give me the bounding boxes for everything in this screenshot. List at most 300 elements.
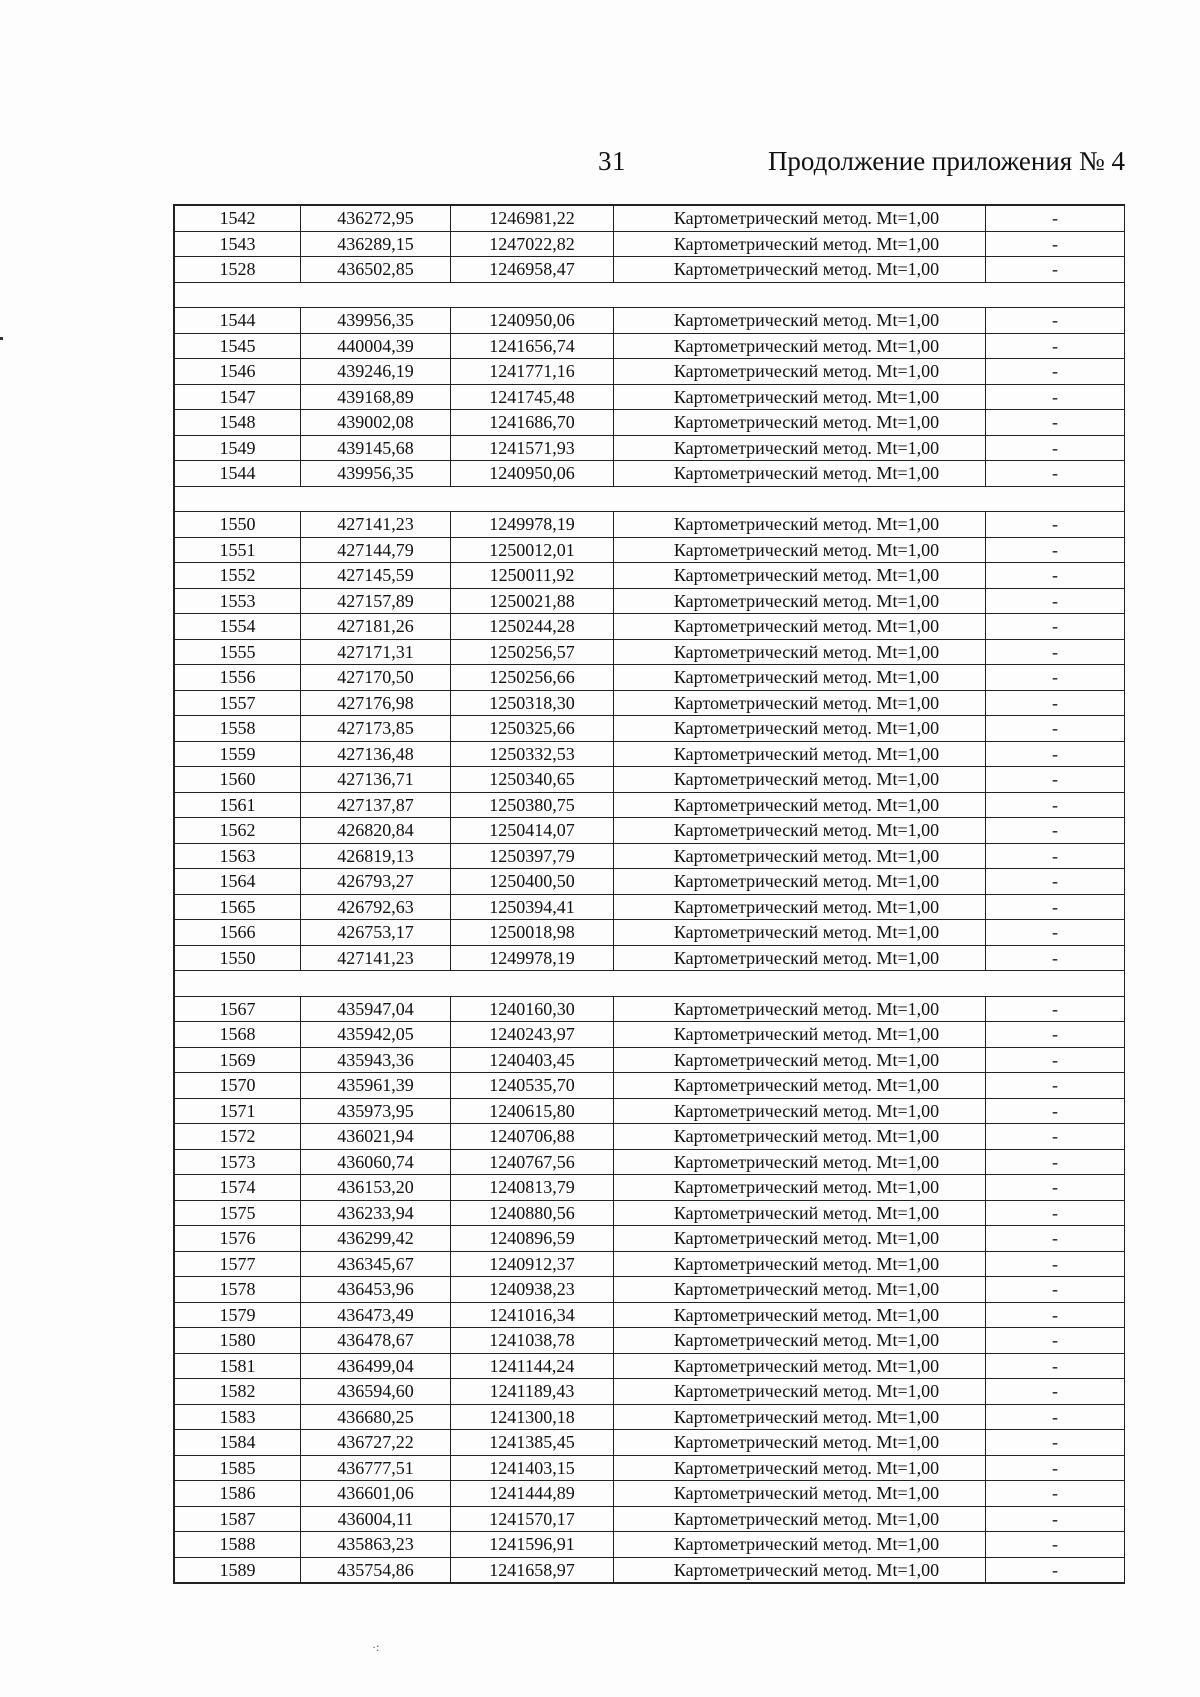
table-row bbox=[175, 1047, 1125, 1073]
x-coordinate-cell: 435754,86 bbox=[301, 1557, 451, 1583]
accuracy-cell: - bbox=[986, 1226, 1125, 1252]
method-cell: Картометрический метод. Mt=1,00 bbox=[614, 563, 986, 589]
point-number-cell: 1562 bbox=[175, 818, 301, 844]
y-coordinate-cell: 1241771,16 bbox=[451, 359, 614, 385]
y-coordinate-cell: 1241745,48 bbox=[451, 384, 614, 410]
x-coordinate-cell: 427157,89 bbox=[301, 588, 451, 614]
table-row bbox=[175, 206, 1125, 232]
point-number-cell: 1576 bbox=[175, 1226, 301, 1252]
accuracy-cell: - bbox=[986, 410, 1125, 436]
accuracy-cell: - bbox=[986, 1557, 1125, 1583]
accuracy-cell: - bbox=[986, 1404, 1125, 1430]
page-title: Продолжение приложения № 4 bbox=[767, 146, 1125, 176]
scan-artifact bbox=[0, 337, 3, 340]
point-number-cell: 1544 bbox=[175, 308, 301, 334]
table-row bbox=[175, 1149, 1125, 1175]
method-cell: Картометрический метод. Mt=1,00 bbox=[614, 869, 986, 895]
accuracy-cell: - bbox=[986, 843, 1125, 869]
y-coordinate-cell: 1240938,23 bbox=[451, 1277, 614, 1303]
accuracy-cell: - bbox=[986, 741, 1125, 767]
method-cell: Картометрический метод. Mt=1,00 bbox=[614, 1175, 986, 1201]
x-coordinate-cell: 436299,42 bbox=[301, 1226, 451, 1252]
group-separator-row bbox=[175, 282, 1125, 308]
point-number-cell: 1559 bbox=[175, 741, 301, 767]
table-row bbox=[175, 1481, 1125, 1507]
point-number-cell: 1585 bbox=[175, 1455, 301, 1481]
table-row bbox=[175, 869, 1125, 895]
separator-cell bbox=[175, 971, 1125, 997]
accuracy-cell: - bbox=[986, 1353, 1125, 1379]
table-row bbox=[175, 1455, 1125, 1481]
x-coordinate-cell: 435943,36 bbox=[301, 1047, 451, 1073]
table-row bbox=[175, 665, 1125, 691]
x-coordinate-cell: 436473,49 bbox=[301, 1302, 451, 1328]
point-number-cell: 1569 bbox=[175, 1047, 301, 1073]
method-cell: Картометрический метод. Mt=1,00 bbox=[614, 1073, 986, 1099]
point-number-cell: 1528 bbox=[175, 257, 301, 283]
point-number-cell: 1563 bbox=[175, 843, 301, 869]
point-number-cell: 1587 bbox=[175, 1506, 301, 1532]
point-number-cell: 1584 bbox=[175, 1430, 301, 1456]
method-cell: Картометрический метод. Mt=1,00 bbox=[614, 665, 986, 691]
y-coordinate-cell: 1250340,65 bbox=[451, 767, 614, 793]
point-number-cell: 1543 bbox=[175, 231, 301, 257]
point-number-cell: 1574 bbox=[175, 1175, 301, 1201]
y-coordinate-cell: 1250414,07 bbox=[451, 818, 614, 844]
y-coordinate-cell: 1250018,98 bbox=[451, 920, 614, 946]
method-cell: Картометрический метод. Mt=1,00 bbox=[614, 588, 986, 614]
accuracy-cell: - bbox=[986, 1175, 1125, 1201]
x-coordinate-cell: 436004,11 bbox=[301, 1506, 451, 1532]
accuracy-cell: - bbox=[986, 767, 1125, 793]
y-coordinate-cell: 1240615,80 bbox=[451, 1098, 614, 1124]
table-row bbox=[175, 1175, 1125, 1201]
x-coordinate-cell: 427181,26 bbox=[301, 614, 451, 640]
y-coordinate-cell: 1250394,41 bbox=[451, 894, 614, 920]
y-coordinate-cell: 1240160,30 bbox=[451, 996, 614, 1022]
accuracy-cell: - bbox=[986, 1047, 1125, 1073]
table-row bbox=[175, 1251, 1125, 1277]
accuracy-cell: - bbox=[986, 690, 1125, 716]
accuracy-cell: - bbox=[986, 461, 1125, 487]
method-cell: Картометрический метод. Mt=1,00 bbox=[614, 537, 986, 563]
method-cell: Картометрический метод. Mt=1,00 bbox=[614, 996, 986, 1022]
y-coordinate-cell: 1241656,74 bbox=[451, 333, 614, 359]
x-coordinate-cell: 426793,27 bbox=[301, 869, 451, 895]
x-coordinate-cell: 426820,84 bbox=[301, 818, 451, 844]
y-coordinate-cell: 1241571,93 bbox=[451, 435, 614, 461]
x-coordinate-cell: 427145,59 bbox=[301, 563, 451, 589]
x-coordinate-cell: 426792,63 bbox=[301, 894, 451, 920]
point-number-cell: 1570 bbox=[175, 1073, 301, 1099]
method-cell: Картометрический метод. Mt=1,00 bbox=[614, 945, 986, 971]
accuracy-cell: - bbox=[986, 1124, 1125, 1150]
point-number-cell: 1555 bbox=[175, 639, 301, 665]
method-cell: Картометрический метод. Mt=1,00 bbox=[614, 792, 986, 818]
method-cell: Картометрический метод. Mt=1,00 bbox=[614, 1328, 986, 1354]
x-coordinate-cell: 427176,98 bbox=[301, 690, 451, 716]
accuracy-cell: - bbox=[986, 588, 1125, 614]
method-cell: Картометрический метод. Mt=1,00 bbox=[614, 1481, 986, 1507]
accuracy-cell: - bbox=[986, 308, 1125, 334]
y-coordinate-cell: 1241016,34 bbox=[451, 1302, 614, 1328]
accuracy-cell: - bbox=[986, 1073, 1125, 1099]
group-separator-row bbox=[175, 486, 1125, 512]
y-coordinate-cell: 1240535,70 bbox=[451, 1073, 614, 1099]
method-cell: Картометрический метод. Mt=1,00 bbox=[614, 1047, 986, 1073]
point-number-cell: 1547 bbox=[175, 384, 301, 410]
method-cell: Картометрический метод. Mt=1,00 bbox=[614, 1302, 986, 1328]
accuracy-cell: - bbox=[986, 945, 1125, 971]
y-coordinate-cell: 1246981,22 bbox=[451, 206, 614, 232]
method-cell: Картометрический метод. Mt=1,00 bbox=[614, 639, 986, 665]
method-cell: Картометрический метод. Mt=1,00 bbox=[614, 1430, 986, 1456]
y-coordinate-cell: 1249978,19 bbox=[451, 512, 614, 538]
point-number-cell: 1575 bbox=[175, 1200, 301, 1226]
y-coordinate-cell: 1241300,18 bbox=[451, 1404, 614, 1430]
x-coordinate-cell: 436153,20 bbox=[301, 1175, 451, 1201]
x-coordinate-cell: 435947,04 bbox=[301, 996, 451, 1022]
y-coordinate-cell: 1240896,59 bbox=[451, 1226, 614, 1252]
point-number-cell: 1567 bbox=[175, 996, 301, 1022]
x-coordinate-cell: 427171,31 bbox=[301, 639, 451, 665]
y-coordinate-cell: 1240950,06 bbox=[451, 461, 614, 487]
accuracy-cell: - bbox=[986, 614, 1125, 640]
method-cell: Картометрический метод. Mt=1,00 bbox=[614, 257, 986, 283]
method-cell: Картометрический метод. Mt=1,00 bbox=[614, 206, 986, 232]
method-cell: Картометрический метод. Mt=1,00 bbox=[614, 410, 986, 436]
x-coordinate-cell: 426819,13 bbox=[301, 843, 451, 869]
point-number-cell: 1554 bbox=[175, 614, 301, 640]
accuracy-cell: - bbox=[986, 512, 1125, 538]
coordinates-table bbox=[173, 204, 1125, 1584]
x-coordinate-cell: 439956,35 bbox=[301, 461, 451, 487]
method-cell: Картометрический метод. Mt=1,00 bbox=[614, 1557, 986, 1583]
method-cell: Картометрический метод. Mt=1,00 bbox=[614, 818, 986, 844]
x-coordinate-cell: 427136,71 bbox=[301, 767, 451, 793]
x-coordinate-cell: 427144,79 bbox=[301, 537, 451, 563]
table-row bbox=[175, 257, 1125, 283]
table-row bbox=[175, 461, 1125, 487]
y-coordinate-cell: 1240706,88 bbox=[451, 1124, 614, 1150]
table-row bbox=[175, 639, 1125, 665]
y-coordinate-cell: 1240950,06 bbox=[451, 308, 614, 334]
y-coordinate-cell: 1240403,45 bbox=[451, 1047, 614, 1073]
accuracy-cell: - bbox=[986, 639, 1125, 665]
method-cell: Картометрический метод. Mt=1,00 bbox=[614, 920, 986, 946]
method-cell: Картометрический метод. Mt=1,00 bbox=[614, 359, 986, 385]
method-cell: Картометрический метод. Mt=1,00 bbox=[614, 333, 986, 359]
point-number-cell: 1551 bbox=[175, 537, 301, 563]
table-row bbox=[175, 410, 1125, 436]
method-cell: Картометрический метод. Mt=1,00 bbox=[614, 894, 986, 920]
x-coordinate-cell: 436680,25 bbox=[301, 1404, 451, 1430]
table-row bbox=[175, 1430, 1125, 1456]
scan-artifact: ·: bbox=[372, 1640, 380, 1654]
point-number-cell: 1550 bbox=[175, 945, 301, 971]
accuracy-cell: - bbox=[986, 1302, 1125, 1328]
x-coordinate-cell: 439168,89 bbox=[301, 384, 451, 410]
method-cell: Картометрический метод. Mt=1,00 bbox=[614, 843, 986, 869]
accuracy-cell: - bbox=[986, 333, 1125, 359]
accuracy-cell: - bbox=[986, 818, 1125, 844]
method-cell: Картометрический метод. Mt=1,00 bbox=[614, 1200, 986, 1226]
accuracy-cell: - bbox=[986, 1506, 1125, 1532]
y-coordinate-cell: 1250380,75 bbox=[451, 792, 614, 818]
table-row bbox=[175, 996, 1125, 1022]
accuracy-cell: - bbox=[986, 435, 1125, 461]
y-coordinate-cell: 1241596,91 bbox=[451, 1532, 614, 1558]
point-number-cell: 1548 bbox=[175, 410, 301, 436]
point-number-cell: 1549 bbox=[175, 435, 301, 461]
point-number-cell: 1561 bbox=[175, 792, 301, 818]
point-number-cell: 1542 bbox=[175, 206, 301, 232]
table-row bbox=[175, 1506, 1125, 1532]
point-number-cell: 1577 bbox=[175, 1251, 301, 1277]
point-number-cell: 1571 bbox=[175, 1098, 301, 1124]
accuracy-cell: - bbox=[986, 869, 1125, 895]
table-row bbox=[175, 588, 1125, 614]
table-row bbox=[175, 512, 1125, 538]
accuracy-cell: - bbox=[986, 1379, 1125, 1405]
y-coordinate-cell: 1250400,50 bbox=[451, 869, 614, 895]
method-cell: Картометрический метод. Mt=1,00 bbox=[614, 1353, 986, 1379]
point-number-cell: 1589 bbox=[175, 1557, 301, 1583]
point-number-cell: 1572 bbox=[175, 1124, 301, 1150]
x-coordinate-cell: 435863,23 bbox=[301, 1532, 451, 1558]
y-coordinate-cell: 1240880,56 bbox=[451, 1200, 614, 1226]
y-coordinate-cell: 1241658,97 bbox=[451, 1557, 614, 1583]
table-row bbox=[175, 920, 1125, 946]
point-number-cell: 1588 bbox=[175, 1532, 301, 1558]
x-coordinate-cell: 436453,96 bbox=[301, 1277, 451, 1303]
x-coordinate-cell: 427137,87 bbox=[301, 792, 451, 818]
method-cell: Картометрический метод. Mt=1,00 bbox=[614, 231, 986, 257]
point-number-cell: 1578 bbox=[175, 1277, 301, 1303]
y-coordinate-cell: 1250021,88 bbox=[451, 588, 614, 614]
accuracy-cell: - bbox=[986, 1200, 1125, 1226]
y-coordinate-cell: 1241189,43 bbox=[451, 1379, 614, 1405]
x-coordinate-cell: 436289,15 bbox=[301, 231, 451, 257]
point-number-cell: 1556 bbox=[175, 665, 301, 691]
y-coordinate-cell: 1250244,28 bbox=[451, 614, 614, 640]
accuracy-cell: - bbox=[986, 665, 1125, 691]
method-cell: Картометрический метод. Mt=1,00 bbox=[614, 1455, 986, 1481]
y-coordinate-cell: 1250256,66 bbox=[451, 665, 614, 691]
method-cell: Картометрический метод. Mt=1,00 bbox=[614, 384, 986, 410]
x-coordinate-cell: 439956,35 bbox=[301, 308, 451, 334]
accuracy-cell: - bbox=[986, 1277, 1125, 1303]
accuracy-cell: - bbox=[986, 920, 1125, 946]
x-coordinate-cell: 427141,23 bbox=[301, 945, 451, 971]
accuracy-cell: - bbox=[986, 206, 1125, 232]
accuracy-cell: - bbox=[986, 716, 1125, 742]
y-coordinate-cell: 1240243,97 bbox=[451, 1022, 614, 1048]
x-coordinate-cell: 436777,51 bbox=[301, 1455, 451, 1481]
point-number-cell: 1550 bbox=[175, 512, 301, 538]
table-row bbox=[175, 384, 1125, 410]
table-row bbox=[175, 716, 1125, 742]
point-number-cell: 1566 bbox=[175, 920, 301, 946]
method-cell: Картометрический метод. Mt=1,00 bbox=[614, 512, 986, 538]
table-row bbox=[175, 894, 1125, 920]
y-coordinate-cell: 1250012,01 bbox=[451, 537, 614, 563]
table-row bbox=[175, 1098, 1125, 1124]
accuracy-cell: - bbox=[986, 1430, 1125, 1456]
table-row bbox=[175, 741, 1125, 767]
x-coordinate-cell: 436060,74 bbox=[301, 1149, 451, 1175]
point-number-cell: 1545 bbox=[175, 333, 301, 359]
x-coordinate-cell: 427170,50 bbox=[301, 665, 451, 691]
method-cell: Картометрический метод. Mt=1,00 bbox=[614, 1506, 986, 1532]
table-row bbox=[175, 792, 1125, 818]
y-coordinate-cell: 1241570,17 bbox=[451, 1506, 614, 1532]
method-cell: Картометрический метод. Mt=1,00 bbox=[614, 741, 986, 767]
y-coordinate-cell: 1247022,82 bbox=[451, 231, 614, 257]
table-row bbox=[175, 1124, 1125, 1150]
y-coordinate-cell: 1250318,30 bbox=[451, 690, 614, 716]
accuracy-cell: - bbox=[986, 1251, 1125, 1277]
table-row bbox=[175, 767, 1125, 793]
table-row bbox=[175, 563, 1125, 589]
x-coordinate-cell: 436601,06 bbox=[301, 1481, 451, 1507]
x-coordinate-cell: 436502,85 bbox=[301, 257, 451, 283]
method-cell: Картометрический метод. Mt=1,00 bbox=[614, 435, 986, 461]
table-row bbox=[175, 1302, 1125, 1328]
y-coordinate-cell: 1240813,79 bbox=[451, 1175, 614, 1201]
x-coordinate-cell: 435973,95 bbox=[301, 1098, 451, 1124]
y-coordinate-cell: 1249978,19 bbox=[451, 945, 614, 971]
method-cell: Картометрический метод. Mt=1,00 bbox=[614, 308, 986, 334]
table-row bbox=[175, 1226, 1125, 1252]
table-row bbox=[175, 359, 1125, 385]
accuracy-cell: - bbox=[986, 1328, 1125, 1354]
method-cell: Картометрический метод. Mt=1,00 bbox=[614, 1379, 986, 1405]
x-coordinate-cell: 439145,68 bbox=[301, 435, 451, 461]
table-body bbox=[175, 206, 1125, 1583]
table-row bbox=[175, 1557, 1125, 1583]
point-number-cell: 1583 bbox=[175, 1404, 301, 1430]
separator-cell bbox=[175, 486, 1125, 512]
x-coordinate-cell: 436499,04 bbox=[301, 1353, 451, 1379]
method-cell: Картометрический метод. Mt=1,00 bbox=[614, 461, 986, 487]
point-number-cell: 1560 bbox=[175, 767, 301, 793]
y-coordinate-cell: 1241444,89 bbox=[451, 1481, 614, 1507]
y-coordinate-cell: 1246958,47 bbox=[451, 257, 614, 283]
y-coordinate-cell: 1240912,37 bbox=[451, 1251, 614, 1277]
x-coordinate-cell: 436727,22 bbox=[301, 1430, 451, 1456]
x-coordinate-cell: 436345,67 bbox=[301, 1251, 451, 1277]
accuracy-cell: - bbox=[986, 996, 1125, 1022]
method-cell: Картометрический метод. Mt=1,00 bbox=[614, 1098, 986, 1124]
accuracy-cell: - bbox=[986, 537, 1125, 563]
accuracy-cell: - bbox=[986, 231, 1125, 257]
point-number-cell: 1564 bbox=[175, 869, 301, 895]
method-cell: Картометрический метод. Mt=1,00 bbox=[614, 767, 986, 793]
accuracy-cell: - bbox=[986, 1098, 1125, 1124]
point-number-cell: 1544 bbox=[175, 461, 301, 487]
accuracy-cell: - bbox=[986, 1149, 1125, 1175]
table-row bbox=[175, 1073, 1125, 1099]
table-row bbox=[175, 1404, 1125, 1430]
x-coordinate-cell: 436478,67 bbox=[301, 1328, 451, 1354]
table-row bbox=[175, 1200, 1125, 1226]
x-coordinate-cell: 436233,94 bbox=[301, 1200, 451, 1226]
x-coordinate-cell: 426753,17 bbox=[301, 920, 451, 946]
point-number-cell: 1579 bbox=[175, 1302, 301, 1328]
method-cell: Картометрический метод. Mt=1,00 bbox=[614, 1277, 986, 1303]
accuracy-cell: - bbox=[986, 894, 1125, 920]
x-coordinate-cell: 436021,94 bbox=[301, 1124, 451, 1150]
method-cell: Картометрический метод. Mt=1,00 bbox=[614, 1022, 986, 1048]
table-row bbox=[175, 818, 1125, 844]
point-number-cell: 1557 bbox=[175, 690, 301, 716]
point-number-cell: 1565 bbox=[175, 894, 301, 920]
method-cell: Картометрический метод. Mt=1,00 bbox=[614, 716, 986, 742]
x-coordinate-cell: 439246,19 bbox=[301, 359, 451, 385]
table-row bbox=[175, 1328, 1125, 1354]
point-number-cell: 1580 bbox=[175, 1328, 301, 1354]
y-coordinate-cell: 1241403,15 bbox=[451, 1455, 614, 1481]
y-coordinate-cell: 1241686,70 bbox=[451, 410, 614, 436]
table-row bbox=[175, 945, 1125, 971]
x-coordinate-cell: 427173,85 bbox=[301, 716, 451, 742]
table-row bbox=[175, 1277, 1125, 1303]
y-coordinate-cell: 1240767,56 bbox=[451, 1149, 614, 1175]
x-coordinate-cell: 440004,39 bbox=[301, 333, 451, 359]
x-coordinate-cell: 435961,39 bbox=[301, 1073, 451, 1099]
x-coordinate-cell: 427141,23 bbox=[301, 512, 451, 538]
x-coordinate-cell: 436272,95 bbox=[301, 206, 451, 232]
accuracy-cell: - bbox=[986, 1481, 1125, 1507]
table-row bbox=[175, 1379, 1125, 1405]
point-number-cell: 1558 bbox=[175, 716, 301, 742]
table-row bbox=[175, 614, 1125, 640]
x-coordinate-cell: 427136,48 bbox=[301, 741, 451, 767]
group-separator-row bbox=[175, 971, 1125, 997]
method-cell: Картометрический метод. Mt=1,00 bbox=[614, 1124, 986, 1150]
accuracy-cell: - bbox=[986, 1532, 1125, 1558]
point-number-cell: 1581 bbox=[175, 1353, 301, 1379]
separator-cell bbox=[175, 282, 1125, 308]
accuracy-cell: - bbox=[986, 1022, 1125, 1048]
table-row bbox=[175, 537, 1125, 563]
y-coordinate-cell: 1250325,66 bbox=[451, 716, 614, 742]
table-row bbox=[175, 231, 1125, 257]
y-coordinate-cell: 1250011,92 bbox=[451, 563, 614, 589]
table-row bbox=[175, 1022, 1125, 1048]
accuracy-cell: - bbox=[986, 563, 1125, 589]
point-number-cell: 1546 bbox=[175, 359, 301, 385]
page-number: 31 bbox=[598, 146, 626, 176]
table-row bbox=[175, 843, 1125, 869]
method-cell: Картометрический метод. Mt=1,00 bbox=[614, 1226, 986, 1252]
table-row bbox=[175, 1353, 1125, 1379]
y-coordinate-cell: 1241385,45 bbox=[451, 1430, 614, 1456]
method-cell: Картометрический метод. Mt=1,00 bbox=[614, 1149, 986, 1175]
method-cell: Картометрический метод. Mt=1,00 bbox=[614, 1532, 986, 1558]
y-coordinate-cell: 1250397,79 bbox=[451, 843, 614, 869]
accuracy-cell: - bbox=[986, 792, 1125, 818]
accuracy-cell: - bbox=[986, 257, 1125, 283]
accuracy-cell: - bbox=[986, 384, 1125, 410]
y-coordinate-cell: 1250332,53 bbox=[451, 741, 614, 767]
method-cell: Картометрический метод. Mt=1,00 bbox=[614, 614, 986, 640]
x-coordinate-cell: 436594,60 bbox=[301, 1379, 451, 1405]
x-coordinate-cell: 435942,05 bbox=[301, 1022, 451, 1048]
table-row bbox=[175, 690, 1125, 716]
point-number-cell: 1582 bbox=[175, 1379, 301, 1405]
